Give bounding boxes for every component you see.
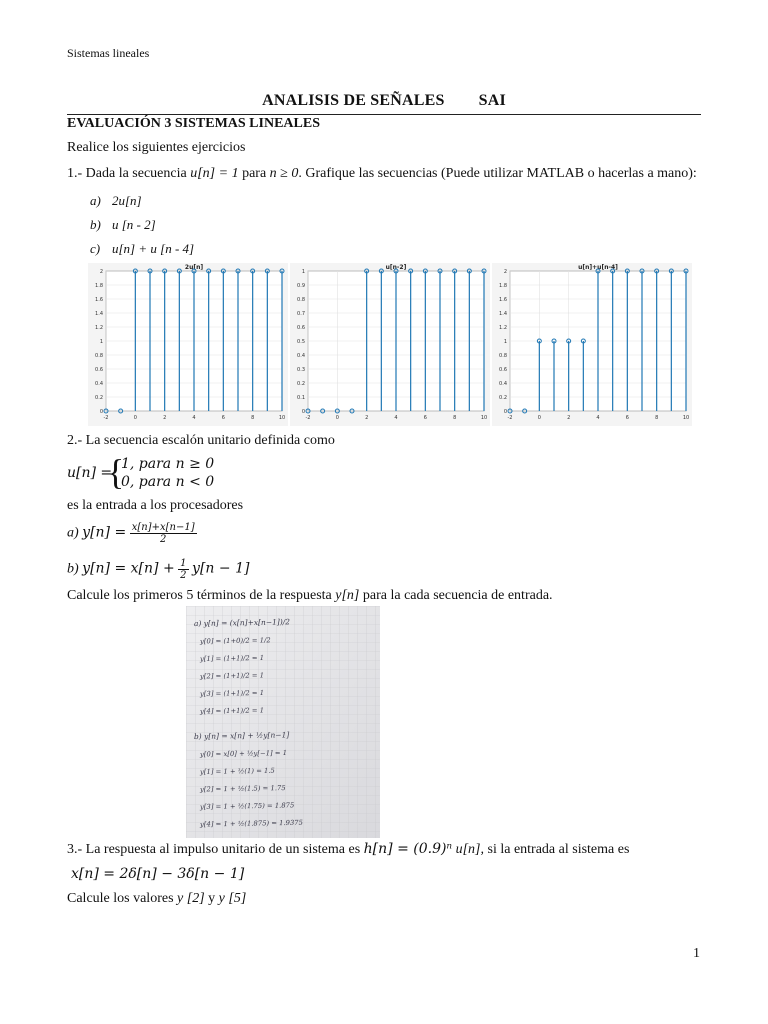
- handwritten-solution-photo: [186, 606, 380, 838]
- stem-plot-sum: [492, 263, 692, 426]
- q3-h: h[n] = (0.9)ⁿ: [363, 841, 453, 857]
- q3-y5: y [5]: [218, 891, 247, 906]
- piecewise-case-1: 1, para n ≥ 0: [121, 456, 215, 472]
- x-tick-label: 8: [655, 415, 659, 421]
- q1-item-label: b): [90, 217, 101, 232]
- y-tick-label: 1.2: [95, 325, 103, 331]
- x-tick-label: -2: [507, 415, 513, 421]
- q3-y2: y [2]: [177, 891, 205, 906]
- question-1: [67, 166, 697, 182]
- y-tick-label: 0.2: [95, 395, 103, 401]
- q3-u: u[n],: [455, 842, 485, 857]
- y-tick-label: 0: [301, 409, 305, 415]
- page-number: 1: [693, 946, 700, 961]
- y-tick-label: 0.2: [499, 395, 507, 401]
- processor-a-label: a): [67, 525, 79, 541]
- fraction-denominator: 2: [180, 570, 187, 581]
- fraction-numerator: 1: [180, 558, 187, 569]
- subtitle: EVALUACIÓN 3 SISTEMAS LINEALES: [67, 116, 320, 131]
- chart-title: u[n]+u[n-4]: [578, 264, 618, 271]
- handwritten-line: y[4] = 1 + ½(1.875) = 1.9375: [199, 818, 304, 829]
- x-tick-label: 2: [567, 415, 571, 421]
- x-tick-label: -2: [305, 415, 311, 421]
- processor-b-fraction: [178, 558, 188, 581]
- x-tick-label: 0: [537, 415, 541, 421]
- handwritten-line: y[3] = (1+1)/2 = 1: [199, 688, 265, 698]
- q2-after: es la entrada a los procesadores: [67, 498, 244, 513]
- y-tick-label: 0.4: [297, 353, 305, 359]
- q1-mid: para: [242, 166, 267, 181]
- y-tick-label: 0.6: [499, 367, 507, 373]
- fraction-denominator: 2: [159, 534, 167, 545]
- x-tick-label: 10: [480, 415, 488, 421]
- processor-b: [67, 558, 249, 581]
- y-tick-label: 1: [503, 339, 507, 345]
- y-tick-label: 1: [301, 269, 305, 275]
- stem-plot-u-shift: [290, 263, 490, 426]
- handwritten-line: a) y[n] = (x[n]+x[n−1])/2: [193, 617, 291, 628]
- x-tick-label: -2: [103, 415, 109, 421]
- q2-intro: 2.- La secuencia escalón unitario definida como: [67, 433, 335, 448]
- y-tick-label: 1.4: [95, 311, 103, 317]
- y-tick-label: 1.6: [95, 297, 103, 303]
- stem-plot-2u: [88, 263, 288, 426]
- q1-prefix: 1.- Dada la secuencia: [67, 166, 187, 181]
- handwritten-line: y[0] = (1+0)/2 = 1/2: [199, 636, 271, 646]
- handwritten-line: y[3] = 1 + ½(1.75) = 1.875: [199, 801, 295, 811]
- q2-calc: [67, 588, 553, 604]
- y-tick-label: 1.4: [499, 311, 507, 317]
- y-tick-label: 1.8: [95, 283, 103, 289]
- q1-item-a: [90, 193, 142, 209]
- y-tick-label: 0.9: [297, 283, 305, 289]
- processor-b-label: b): [67, 561, 79, 577]
- handwritten-line: y[2] = (1+1)/2 = 1: [199, 671, 265, 681]
- processor-b-rhs: y[n − 1]: [192, 560, 250, 577]
- handwritten-line: y[0] = x[0] + ½y[−1] = 1: [199, 748, 288, 759]
- handwritten-line: b) y[n] = x[n] + ½y[n−1]: [193, 730, 290, 741]
- q2-calc-prefix: Calcule los primeros 5 términos de la respuesta: [67, 588, 332, 603]
- y-tick-label: 0.6: [95, 367, 103, 373]
- q1-seq: u[n] = 1: [190, 166, 239, 181]
- handwritten-line: y[1] = 1 + ½(1) = 1.5: [199, 766, 275, 776]
- handwritten-line: y[4] = (1+1)/2 = 1: [199, 706, 265, 716]
- q1-item-label: c): [90, 241, 101, 256]
- q3-calc-prefix: Calcule los valores: [67, 891, 174, 906]
- q1-item-c: [90, 241, 194, 257]
- processor-b-lhs: y[n] = x[n] +: [82, 560, 175, 577]
- brace-glyph: {: [107, 452, 125, 492]
- q1-cond: n ≥ 0: [269, 166, 299, 181]
- x-tick-label: 8: [251, 415, 255, 421]
- y-tick-label: 0: [503, 409, 507, 415]
- q1-item-text: u [n - 2]: [112, 217, 156, 232]
- y-tick-label: 1.2: [499, 325, 507, 331]
- fraction-numerator: x[n]+x[n−1]: [131, 522, 195, 533]
- q1-item-text: u[n] + u [n - 4]: [112, 241, 195, 256]
- y-tick-label: 0: [99, 409, 103, 415]
- chart-title: 2u[n]: [184, 264, 204, 271]
- piecewise-lhs: u[n] =: [67, 465, 113, 481]
- y-tick-label: 1: [99, 339, 103, 345]
- x-tick-label: 4: [394, 415, 398, 421]
- x-tick-label: 4: [596, 415, 600, 421]
- q3-suffix: si la entrada al sistema es: [487, 842, 630, 857]
- y-tick-label: 0.4: [499, 381, 507, 387]
- y-tick-label: 2: [99, 269, 103, 275]
- y-tick-label: 0.8: [95, 353, 103, 359]
- y-tick-label: 0.7: [297, 311, 305, 317]
- x-tick-label: 10: [278, 415, 286, 421]
- x-tick-label: 0: [133, 415, 137, 421]
- q3-and: y: [208, 891, 216, 906]
- y-tick-label: 1.8: [499, 283, 507, 289]
- q3-calc: [67, 891, 246, 907]
- running-header: Sistemas lineales: [67, 46, 150, 60]
- x-tick-label: 8: [453, 415, 457, 421]
- processor-a-lhs: y[n] =: [82, 524, 127, 541]
- x-tick-label: 2: [365, 415, 369, 421]
- q1-item-b: [90, 217, 156, 233]
- x-tick-label: 6: [221, 415, 225, 421]
- x-tick-label: 6: [625, 415, 629, 421]
- chart-title: u[n-2]: [385, 264, 407, 271]
- q2-calc-suffix: para la cada secuencia de entrada.: [362, 588, 553, 603]
- x-tick-label: 4: [192, 415, 196, 421]
- y-tick-label: 0.5: [297, 339, 305, 345]
- title-rule: [67, 114, 701, 115]
- q2-calc-var: y[n]: [335, 588, 360, 603]
- y-tick-label: 0.2: [297, 381, 305, 387]
- q3-prefix: 3.- La respuesta al impulso unitario de un sistema es: [67, 842, 361, 857]
- y-tick-label: 0.8: [297, 297, 305, 303]
- intro-text: Realice los siguientes ejercicios: [67, 140, 246, 155]
- x-tick-label: 2: [163, 415, 167, 421]
- y-tick-label: 2: [503, 269, 507, 275]
- processor-a: [67, 522, 197, 545]
- q3-input: [71, 866, 244, 883]
- title-text: ANALISIS DE SEÑALES: [262, 92, 445, 109]
- y-tick-label: 0.4: [95, 381, 103, 387]
- q1-item-label: a): [90, 193, 101, 208]
- q1-item-text: 2u[n]: [112, 193, 142, 208]
- q1-suffix: . Grafique las secuencias (Puede utilizar MATLAB o hacerlas a mano):: [298, 166, 697, 181]
- q3-x: x[n] = 2δ[n] − 3δ[n − 1]: [71, 866, 245, 882]
- handwritten-line: y[2] = 1 + ½(1.5) = 1.75: [199, 784, 286, 794]
- document-title: [0, 92, 768, 110]
- piecewise-case-2: 0, para n < 0: [121, 474, 215, 490]
- y-tick-label: 0.6: [297, 325, 305, 331]
- y-tick-label: 0.8: [499, 353, 507, 359]
- x-tick-label: 10: [682, 415, 690, 421]
- x-tick-label: 0: [335, 415, 339, 421]
- y-tick-label: 0.1: [297, 395, 305, 401]
- question-3: [67, 841, 629, 858]
- y-tick-label: 1.6: [499, 297, 507, 303]
- title-right: SAI: [478, 92, 506, 109]
- y-tick-label: 0.3: [297, 367, 305, 373]
- x-tick-label: 6: [423, 415, 427, 421]
- handwritten-line: y[1] = (1+1)/2 = 1: [199, 653, 265, 663]
- processor-a-fraction: [130, 522, 197, 545]
